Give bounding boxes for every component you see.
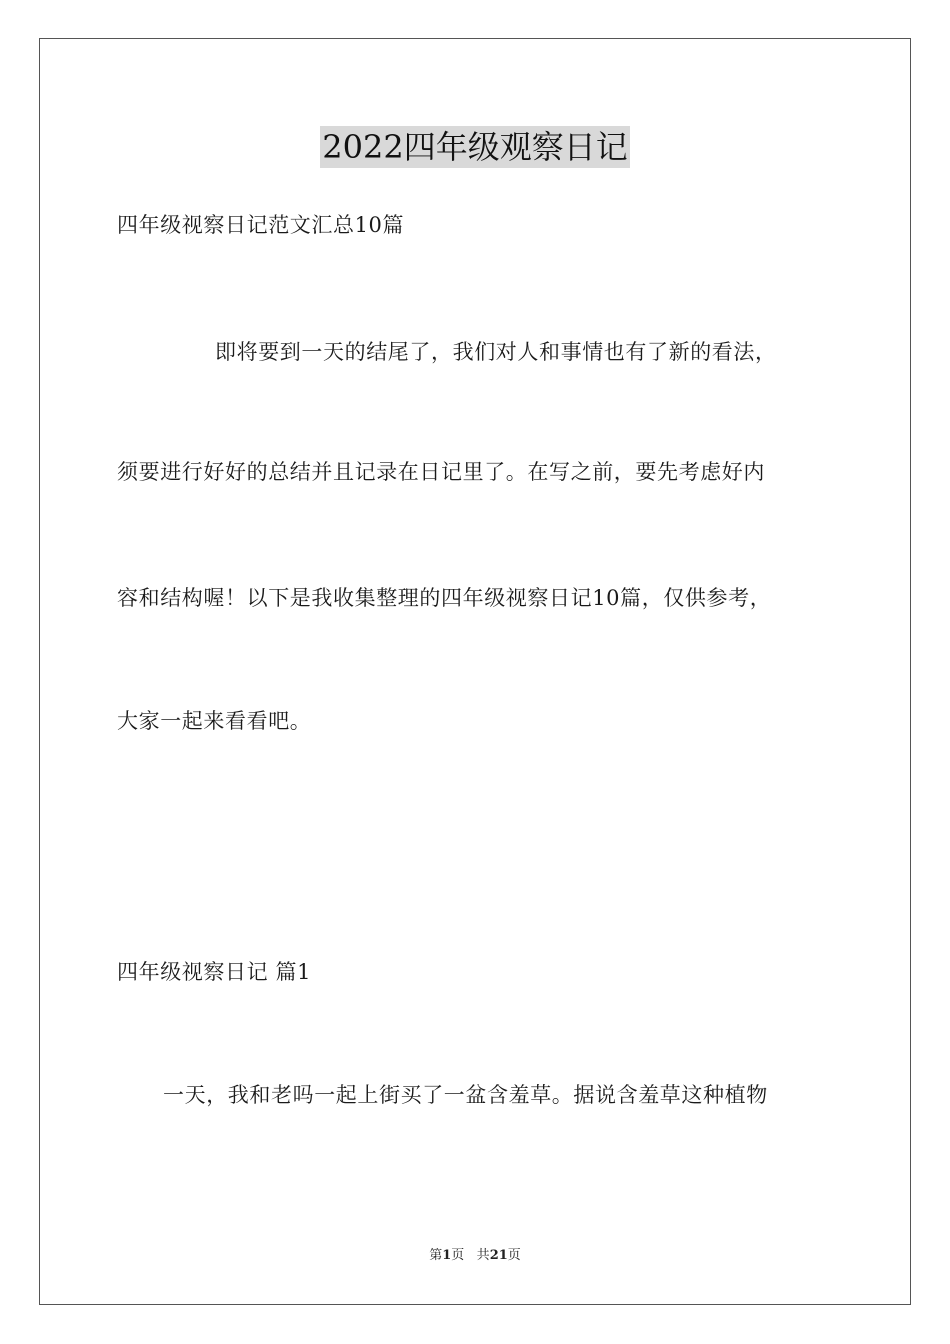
intro-line-3: 容和结构喔！以下是我收集整理的四年级视察日记10篇，仅供参考，	[117, 586, 772, 610]
footer-total-suffix: 页	[507, 1248, 521, 1263]
footer-page-prefix: 第	[429, 1248, 443, 1263]
section-heading: 四年级视察日记 篇1	[117, 960, 312, 984]
footer-total-prefix: 共	[476, 1248, 490, 1263]
body-line-1: 一天，我和老吗一起上街买了一盆含羞草。据说含羞草这种植物	[163, 1083, 768, 1107]
document-title-container	[0, 126, 950, 168]
intro-line-4: 大家一起来看看吧。	[117, 709, 312, 733]
document-subtitle: 四年级视察日记范文汇总10篇	[117, 213, 405, 237]
intro-line-2: 须要进行好好的总结并且记录在日记里了。在写之前，要先考虑好内	[117, 460, 765, 484]
footer-page-current: 1	[442, 1248, 452, 1263]
document-title: 2022四年级观察日记	[322, 128, 628, 166]
footer-page-total: 21	[489, 1248, 508, 1263]
page-footer	[0, 1247, 950, 1265]
intro-line-1: 即将要到一天的结尾了，我们对人和事情也有了新的看法，	[215, 340, 777, 364]
footer-page-suffix: 页	[451, 1248, 465, 1263]
